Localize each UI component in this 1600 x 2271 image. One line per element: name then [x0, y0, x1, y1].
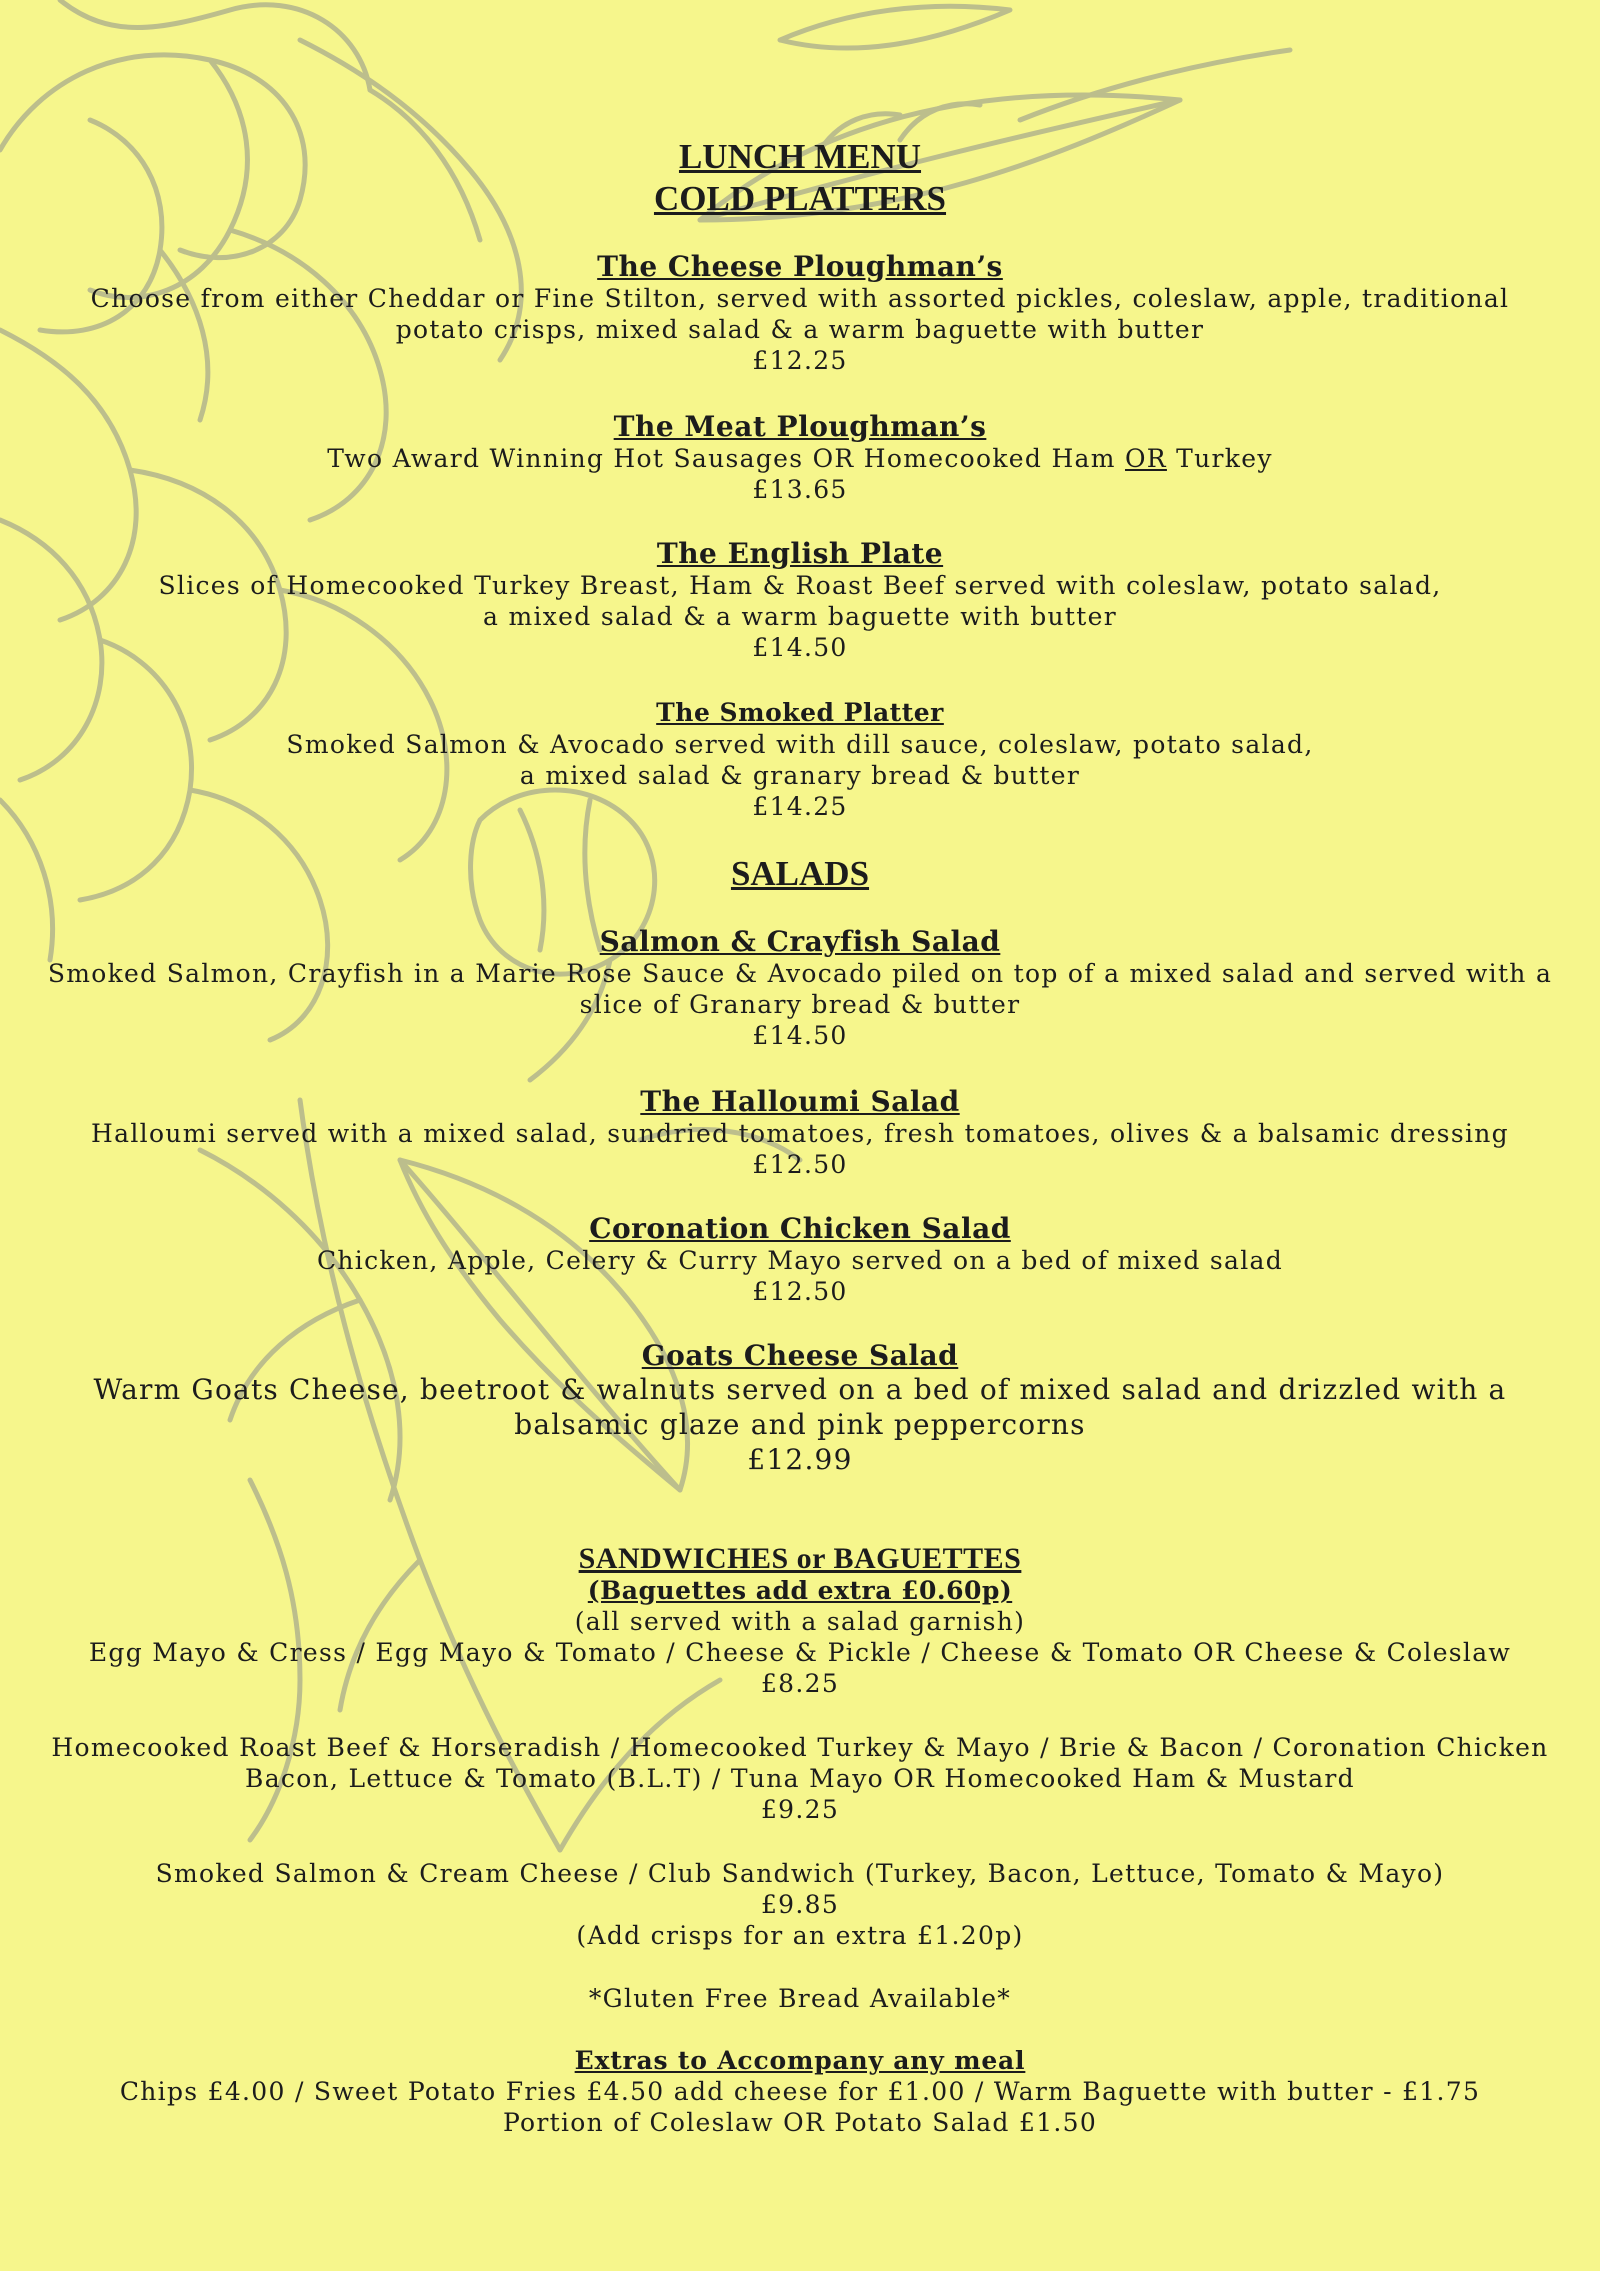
item-name: The Meat Ploughman’s — [613, 410, 987, 443]
extras-list-1: Chips £4.00 / Sweet Potato Fries £4.50 add cheese for £1.00 / Warm Baguette with butter - £1.75 — [119, 2077, 1481, 2106]
baguette-note: (Baguettes add extra £0.60p) — [587, 1576, 1013, 1605]
menu-item-smoked-platter — [0, 697, 1600, 822]
item-description: a mixed salad & granary bread & butter — [519, 761, 1081, 790]
item-description: Halloumi served with a mixed salad, sundried tomatoes, fresh tomatoes, olives & a balsamic dressing — [91, 1119, 1509, 1148]
sandwiches-section — [0, 1543, 1600, 1699]
item-description: Smoked Salmon, Crayfish in a Marie Rose Sauce & Avocado piled on top of a mixed salad and served with a — [47, 959, 1553, 988]
item-description: slice of Granary bread & butter — [579, 990, 1021, 1019]
extras-list-2: Portion of Coleslaw OR Potato Salad £1.50 — [502, 2108, 1098, 2137]
item-description — [0, 443, 1600, 474]
sandwich-list-3: Smoked Salmon & Cream Cheese / Club Sandwich (Turkey, Bacon, Lettuce, Tomato & Mayo) — [155, 1859, 1445, 1888]
item-name: The English Plate — [656, 537, 944, 570]
crisps-note: (Add crisps for an extra £1.20p) — [576, 1921, 1024, 1950]
description-text: Turkey — [1166, 444, 1273, 473]
item-price: £14.50 — [752, 1021, 848, 1050]
item-description: Slices of Homecooked Turkey Breast, Ham & Roast Beef served with coleslaw, potato salad, — [158, 571, 1442, 600]
menu-item-cheese-ploughmans — [0, 251, 1600, 376]
garnish-note: (all served with a salad garnish) — [574, 1607, 1026, 1636]
description-text: Two Award Winning Hot Sausages OR Homecooked Ham — [327, 444, 1126, 473]
sandwich-group-2 — [0, 1732, 1600, 1825]
item-description: Warm Goats Cheese, beetroot & walnuts served on a bed of mixed salad and drizzled with a — [93, 1373, 1507, 1406]
page-title: LUNCH MENU — [678, 137, 922, 176]
menu-item-meat-ploughmans — [0, 411, 1600, 505]
item-name: Salmon & Crayfish Salad — [599, 925, 1001, 958]
extras-section — [0, 2045, 1600, 2138]
menu-item-english-plate — [0, 538, 1600, 663]
section-title-cold-platters: COLD PLATTERS — [653, 179, 947, 218]
gluten-free-note: *Gluten Free Bread Available* — [588, 1984, 1012, 2013]
item-description: a mixed salad & a warm baguette with butter — [483, 602, 1117, 631]
item-price: £12.99 — [747, 1443, 853, 1476]
item-description: balsamic glaze and pink peppercorns — [514, 1408, 1086, 1441]
item-price: £9.25 — [760, 1795, 840, 1824]
sandwich-list-2: Homecooked Roast Beef & Horseradish / Homecooked Turkey & Mayo / Brie & Bacon / Coronation Chicken — [51, 1733, 1549, 1762]
salads-header — [0, 853, 1600, 895]
menu-item-goats-cheese-salad — [0, 1340, 1600, 1477]
section-title-sandwiches: SANDWICHES or BAGUETTES — [578, 1542, 1022, 1575]
item-price: £12.25 — [752, 346, 848, 375]
gluten-free-note-block — [0, 1983, 1600, 2014]
item-name: The Halloumi Salad — [640, 1085, 960, 1118]
sandwich-group-3 — [0, 1858, 1600, 1951]
item-price: £14.25 — [752, 792, 848, 821]
item-description: potato crisps, mixed salad & a warm baguette with butter — [395, 315, 1205, 344]
menu-item-salmon-crayfish-salad — [0, 926, 1600, 1051]
extras-title: Extras to Accompany any meal — [574, 2046, 1026, 2075]
description-or-underlined: OR — [1125, 444, 1167, 473]
item-price: £14.50 — [752, 633, 848, 662]
item-description: Smoked Salmon & Avocado served with dill sauce, coleslaw, potato salad, — [286, 730, 1314, 759]
sandwich-list-2b: Bacon, Lettuce & Tomato (B.L.T) / Tuna Mayo OR Homecooked Ham & Mustard — [245, 1764, 1355, 1793]
item-price: £12.50 — [752, 1150, 848, 1179]
item-description: Choose from either Cheddar or Fine Stilton, served with assorted pickles, coleslaw, apple, traditional — [90, 284, 1510, 313]
menu-header — [0, 136, 1600, 220]
item-price: £9.85 — [760, 1890, 840, 1919]
item-name: Coronation Chicken Salad — [589, 1212, 1011, 1245]
menu-item-halloumi-salad — [0, 1086, 1600, 1180]
item-name: Goats Cheese Salad — [641, 1339, 959, 1372]
item-name: The Smoked Platter — [656, 698, 944, 727]
item-name: The Cheese Ploughman’s — [597, 250, 1003, 283]
sandwich-list-1: Egg Mayo & Cress / Egg Mayo & Tomato / Cheese & Pickle / Cheese & Tomato OR Cheese & Coleslaw — [88, 1638, 1512, 1667]
item-price: £12.50 — [752, 1277, 848, 1306]
item-description: Chicken, Apple, Celery & Curry Mayo served on a bed of mixed salad — [316, 1246, 1284, 1275]
section-title-salads: SALADS — [730, 854, 870, 893]
item-price: £8.25 — [760, 1669, 840, 1698]
item-price: £13.65 — [752, 475, 848, 504]
menu-item-coronation-chicken-salad — [0, 1213, 1600, 1307]
